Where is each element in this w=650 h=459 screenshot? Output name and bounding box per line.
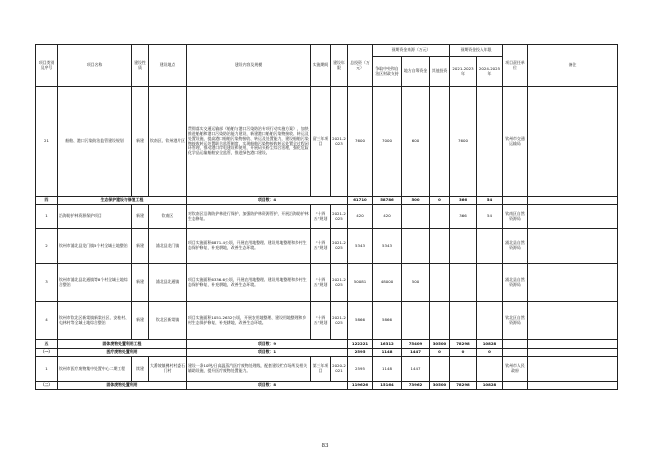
cell-y2024: 10828 <box>477 382 503 390</box>
cell-y2024 <box>477 302 503 340</box>
cell-total: 2595 <box>348 357 373 382</box>
cell-central: 420 <box>373 205 402 229</box>
cell-local <box>402 302 430 340</box>
cell-unit: 钦南区自然资源局 <box>503 205 528 229</box>
header-year: 建设年限 <box>331 45 348 87</box>
cell-year: 2021-2025 <box>331 205 348 229</box>
cell-nature: 新建 <box>132 302 149 340</box>
cell-content: 项目实施面积6871.4公顷，开展农用地整理、建设用地整理和乡村生态保护修复，补充耕地，改善生态环境。 <box>187 229 311 264</box>
cell-name: 钦州市钦北区新棠镇新棠社区、安桂村、屯林村等全域土地综合整治 <box>58 302 132 340</box>
cell-period: 第三年项目 <box>311 357 331 382</box>
header-nature: 建设性质 <box>132 45 149 87</box>
section-title: 生态保护建设与修复工程 <box>58 197 187 205</box>
cell-name: 钦州市浦北县龙门镇5个村全域土地整治 <box>58 229 132 264</box>
cell-y2024: 54 <box>477 205 503 229</box>
table-row <box>36 264 618 302</box>
cell-num: （二） <box>36 382 58 390</box>
cell-total: 420 <box>348 205 373 229</box>
cell-total: 61710 <box>348 197 373 205</box>
cell-nature: 新建 <box>132 205 149 229</box>
cell-name: 钦州市浦北县北通镇等8个村全域土地综合整治 <box>58 264 132 302</box>
subsection-title: 固体废物处置利用 <box>58 382 187 390</box>
cell-y2021 <box>450 302 477 340</box>
cell-central: 16312 <box>373 340 402 349</box>
cell-num: 五 <box>36 340 58 349</box>
cell-other: 30500 <box>430 382 450 390</box>
header-content: 建设内容及规模 <box>187 45 311 87</box>
cell-num: 1 <box>36 357 58 382</box>
cell-remark <box>528 340 618 349</box>
subsection-title: 医疗废物处置利用 <box>58 349 187 357</box>
cell-local: 1447 <box>402 349 430 357</box>
cell-y2021: 0 <box>450 349 477 357</box>
subsection-row <box>36 382 618 390</box>
document-page <box>35 44 617 390</box>
header-funding-group: 预期资金来源（万元） <box>373 45 450 57</box>
header-other: 其他投资 <box>430 57 450 87</box>
cell-total: 2595 <box>348 349 373 357</box>
cell-other <box>430 302 450 340</box>
cell-unit <box>503 349 528 357</box>
cell-location: 浦北县龙门镇 <box>149 229 187 264</box>
section-row <box>36 340 618 349</box>
header-y2021: 2021-2023年 <box>450 57 477 87</box>
cell-unit <box>503 340 528 349</box>
cell-local: 500 <box>402 264 430 302</box>
header-name: 项目名称 <box>58 45 132 87</box>
cell-nature: 新建 <box>132 229 149 264</box>
section-title: 固体废物处置利用工程 <box>58 340 187 349</box>
cell-local: 600 <box>402 87 430 197</box>
cell-local <box>402 205 430 229</box>
cell-other <box>430 205 450 229</box>
cell-central: 5866 <box>373 302 402 340</box>
cell-year: 2021-2025 <box>331 302 348 340</box>
cell-y2021: 366 <box>450 205 477 229</box>
section-count: 项目数：9 <box>187 340 348 349</box>
cell-year: 2020-2021 <box>331 357 348 382</box>
cell-other <box>430 264 450 302</box>
cell-total: 119626 <box>348 382 373 390</box>
header-central: 争取中央和自治区财政支持 <box>373 57 402 87</box>
header-local: 地方自筹资金 <box>402 57 430 87</box>
cell-content: 贯彻落实交通运输部《船舶与港口污染防治专项行动实施方案》，加快推进船舶和港口污染防治能力建设，新建港口船舶污染物接收、转运及处置设施，提高港口船舶污染物接收、转运及处置能力，建设船舶污染物接收转运处置联合监管制度，实现船舶污染物接收转运处置全过程闭环管理，推动港口岸电建设和使用，开展码头粉尘综合治理，强化危险化学品运输船舶安全监管，推进绿色港口建设。 <box>187 87 311 197</box>
cell-remark <box>528 349 618 357</box>
cell-central: 15164 <box>373 382 402 390</box>
cell-y2024 <box>477 264 503 302</box>
cell-total: 5866 <box>348 302 373 340</box>
cell-year: 2021-2025 <box>331 229 348 264</box>
subsection-count: 项目数：8 <box>187 382 348 390</box>
cell-other: 0 <box>430 197 450 205</box>
table-row <box>36 302 618 340</box>
cell-y2024 <box>477 229 503 264</box>
cell-remark <box>528 197 618 205</box>
cell-central: 5343 <box>373 229 402 264</box>
cell-y2021: 78298 <box>450 382 477 390</box>
header-y2024: 2024-2025年 <box>477 57 503 87</box>
cell-num: 四 <box>36 197 58 205</box>
cell-remark <box>528 229 618 264</box>
cell-local: 500 <box>402 197 430 205</box>
cell-nature: 新建 <box>132 264 149 302</box>
cell-total: 50081 <box>348 264 373 302</box>
cell-y2021: 78298 <box>450 340 477 349</box>
header-period: 实施期间 <box>311 45 331 87</box>
cell-y2021 <box>450 229 477 264</box>
table-row <box>36 229 618 264</box>
cell-name: 船舶、港口污染防治监管建设规划 <box>58 87 132 197</box>
cell-num: 4 <box>36 302 58 340</box>
cell-unit: 浦北县自然资源局 <box>503 264 528 302</box>
cell-y2021 <box>450 357 477 382</box>
cell-local: 1447 <box>402 357 430 382</box>
cell-local <box>402 229 430 264</box>
cell-unit: 钦州市人民政府 <box>503 357 528 382</box>
cell-other: 30500 <box>430 340 450 349</box>
cell-location: 钦南区 <box>149 205 187 229</box>
cell-location: 钦北区新棠镇 <box>149 302 187 340</box>
header-plan-group: 预期资金投入年限 <box>450 45 503 57</box>
page-number: 83 <box>321 443 329 449</box>
table-row <box>36 87 618 197</box>
cell-y2024 <box>477 357 503 382</box>
table-row <box>36 357 618 382</box>
cell-nature: 新建 <box>132 87 149 197</box>
cell-unit <box>503 197 528 205</box>
section-row <box>36 197 618 205</box>
cell-num: 21 <box>36 87 58 197</box>
cell-remark <box>528 357 618 382</box>
cell-y2021: 366 <box>450 197 477 205</box>
cell-location: 浦北县北通镇 <box>149 264 187 302</box>
cell-period: 留三年项目 <box>311 87 331 197</box>
table-row <box>36 205 618 229</box>
cell-remark <box>528 302 618 340</box>
cell-other: 0 <box>430 349 450 357</box>
cell-other <box>430 229 450 264</box>
project-table <box>35 44 618 390</box>
cell-y2024: 54 <box>477 197 503 205</box>
cell-local: 73962 <box>402 382 430 390</box>
cell-num: 3 <box>36 264 58 302</box>
cell-name: 沿海防护林资源保护项目 <box>58 205 132 229</box>
cell-central: 1148 <box>373 357 402 382</box>
cell-period: “十四五”规划 <box>311 229 331 264</box>
header-remark: 备注 <box>528 45 618 87</box>
cell-unit: 浦北县自然资源局 <box>503 229 528 264</box>
cell-num: 2 <box>36 229 58 264</box>
cell-remark <box>528 382 618 390</box>
cell-period: “十四五”规划 <box>311 205 331 229</box>
header-total: 总投资（万元） <box>348 45 373 87</box>
cell-year: 2021-2023 <box>331 87 348 197</box>
cell-content: 项目实施面积1051.2632公顷，开展农用地整理、建设用地整理和乡村生态保护修复，补充耕地，改善生态环境。 <box>187 302 311 340</box>
cell-unit <box>503 382 528 390</box>
cell-num: 1 <box>36 205 58 229</box>
cell-y2024 <box>477 87 503 197</box>
cell-central: 7000 <box>373 87 402 197</box>
header-num: 项目类别及序号 <box>36 45 58 87</box>
cell-total: 5343 <box>348 229 373 264</box>
cell-nature: 续建 <box>132 357 149 382</box>
cell-y2024: 0 <box>477 349 503 357</box>
cell-num: （一） <box>36 349 58 357</box>
cell-y2024: 10828 <box>477 340 503 349</box>
cell-remark <box>528 205 618 229</box>
cell-period: “十四五”规划 <box>311 264 331 302</box>
cell-unit: 钦州市交通运输局 <box>503 87 528 197</box>
cell-y2021 <box>450 264 477 302</box>
subsection-count: 项目数：1 <box>187 349 348 357</box>
cell-period: “十四五”规划 <box>311 302 331 340</box>
cell-name: 钦州市医疗废物集中处置中心二期工程 <box>58 357 132 382</box>
cell-unit: 钦北区自然资源局 <box>503 302 528 340</box>
cell-other <box>430 87 450 197</box>
cell-central: 1148 <box>373 349 402 357</box>
cell-local: 75409 <box>402 340 430 349</box>
subsection-row <box>36 349 618 357</box>
cell-remark <box>528 264 618 302</box>
cell-total: 7600 <box>348 87 373 197</box>
cell-central: 48000 <box>373 264 402 302</box>
header-unit: 项目责任单位 <box>503 45 528 87</box>
cell-remark <box>528 87 618 197</box>
cell-content: 建设一条10吨/日高温蒸汽医疗废物处理线，配套建设贮存场所及相关辅助设施，提升医疗废物处置能力。 <box>187 357 311 382</box>
cell-location: 钦南区、钦州港片区 <box>149 87 187 197</box>
section-count: 项目数：4 <box>187 197 348 205</box>
cell-y2021: 7600 <box>450 87 477 197</box>
cell-content: 对钦南区沿海防护林进行保护，加强防护林资源管护，开展沿海防护林生态修复。 <box>187 205 311 229</box>
cell-content: 项目实施面积6336.6公顷，开展农用地整理、建设用地整理和乡村生态保护修复，补充耕地，改善生态环境。 <box>187 264 311 302</box>
header-location: 建设地点 <box>149 45 187 87</box>
cell-central: 58786 <box>373 197 402 205</box>
cell-total: 122221 <box>348 340 373 349</box>
cell-other <box>430 357 450 382</box>
cell-year: 2021-2025 <box>331 264 348 302</box>
cell-location: 大番坡镇佛村村委石门村 <box>149 357 187 382</box>
